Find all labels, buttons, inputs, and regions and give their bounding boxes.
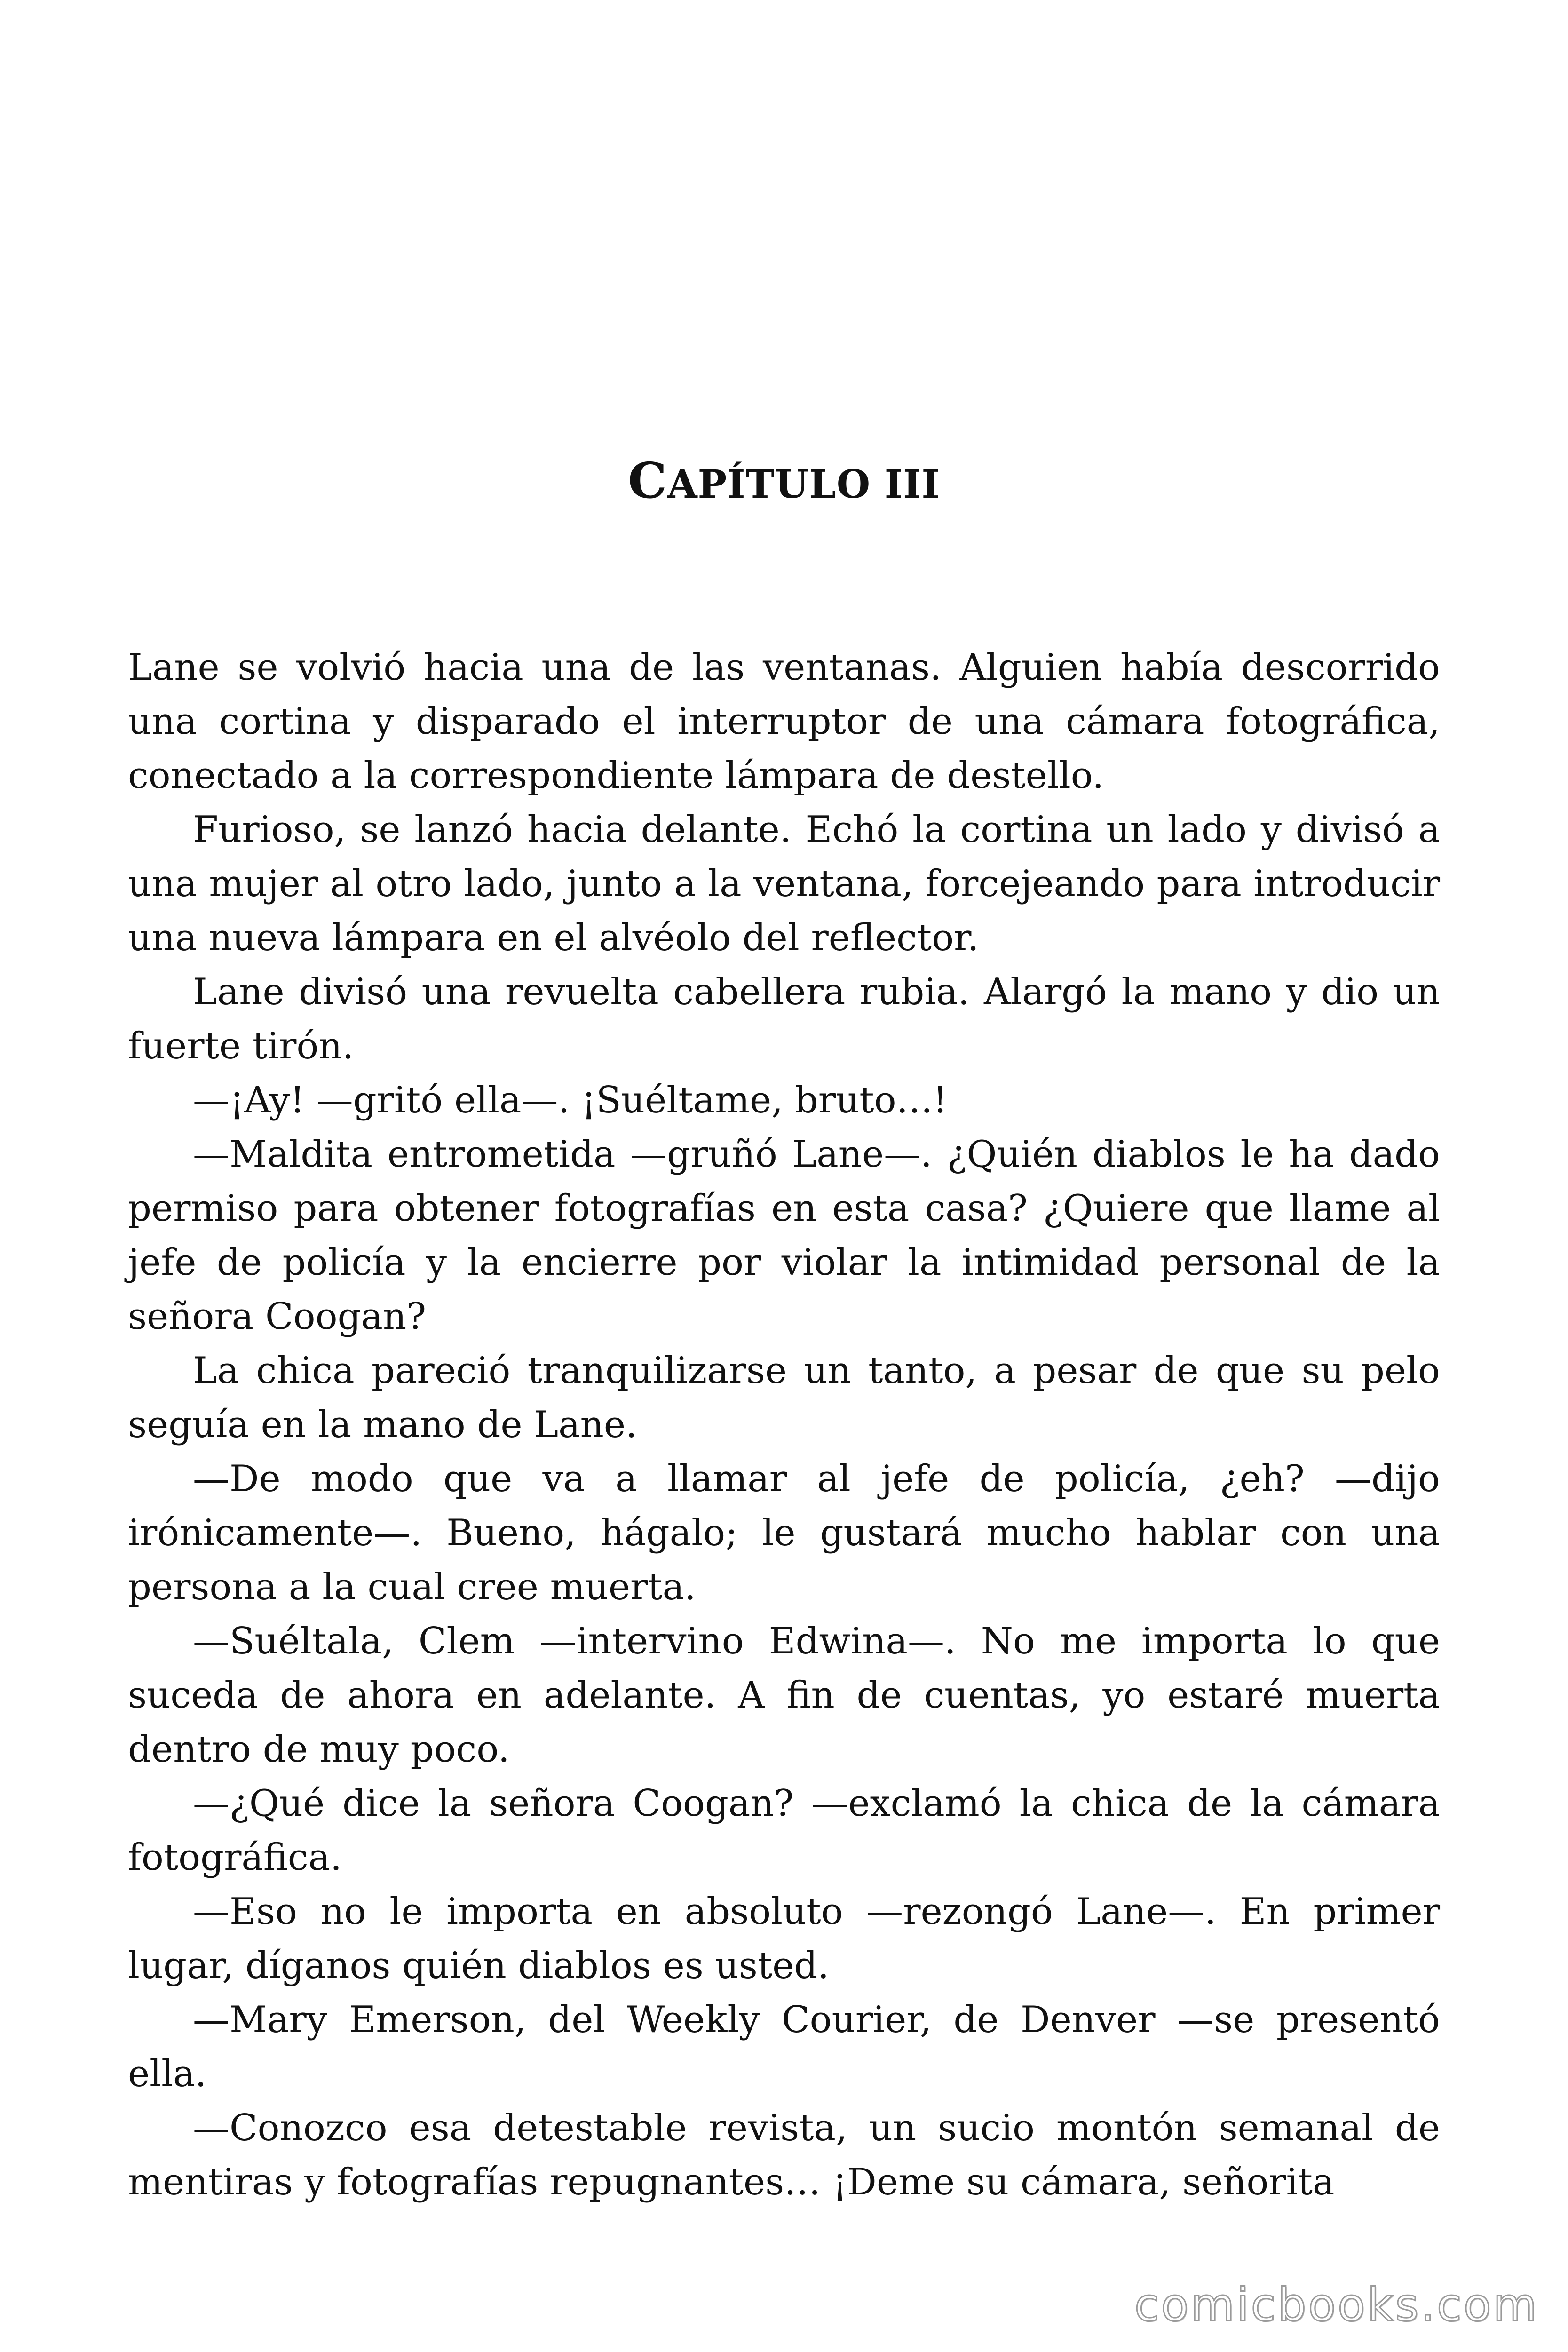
paragraph: Lane divisó una revuelta cabellera rubia. Alargó la mano y dio un fuerte tirón. [128,971,1440,1067]
site-watermark: comicbooks.com [1134,2279,1539,2331]
paragraph: Furioso, se lanzó hacia delante. Echó la cortina un lado y divisó a una mujer al otro lado, junto a la ventana, forcejeando para introducir una nueva lámpara en el alvéolo del reflector. [128,809,1440,959]
paragraph: —Eso no le importa en absoluto —rezongó Lane—. En primer lugar, díganos quién diablos es usted. [128,1891,1440,1987]
paragraph: —¡Ay! —gritó ella—. ¡Suéltame, bruto…! [193,1079,948,1121]
chapter-title-initial: C [628,452,667,509]
paragraph: —Maldita entrometida —gruñó Lane—. ¿Quién diablos le ha dado permiso para obtener fotografías en esta casa? ¿Quiere que llame al jefe de policía y la encierre por violar la intimidad personal de la señora Coogan? [128,1133,1440,1338]
paragraph: —De modo que va a llamar al jefe de policía, ¿eh? —dijo irónicamente—. Bueno, hágalo; le gustará mucho hablar con una persona a la cual cree muerta. [128,1458,1440,1608]
paragraph: —Conozco esa detestable revista, un sucio montón semanal de mentiras y fotografías repugnantes… ¡Deme su cámara, señorita [128,2107,1440,2203]
chapter-body [128,641,1440,2209]
paragraph: —Mary Emerson, del Weekly Courier, de Denver —se presentó ella. [128,1999,1440,2095]
chapter-title [0,452,1568,510]
paragraph: Lane se volvió hacia una de las ventanas. Alguien había descorrido una cortina y disparado el interruptor de una cámara fotográfica, conectado a la correspondiente lámpara de destello. [128,646,1440,797]
paragraph: —¿Qué dice la señora Coogan? —exclamó la chica de la cámara fotográfica. [128,1782,1440,1879]
chapter-title-rest: APÍTULO III [667,462,940,507]
paragraph: —Suéltala, Clem —intervino Edwina—. No me importa lo que suceda de ahora en adelante. A fin de cuentas, yo estaré muerta dentro de muy poco. [128,1620,1440,1771]
paragraph: La chica pareció tranquilizarse un tanto, a pesar de que su pelo seguía en la mano de Lane. [128,1350,1440,1446]
